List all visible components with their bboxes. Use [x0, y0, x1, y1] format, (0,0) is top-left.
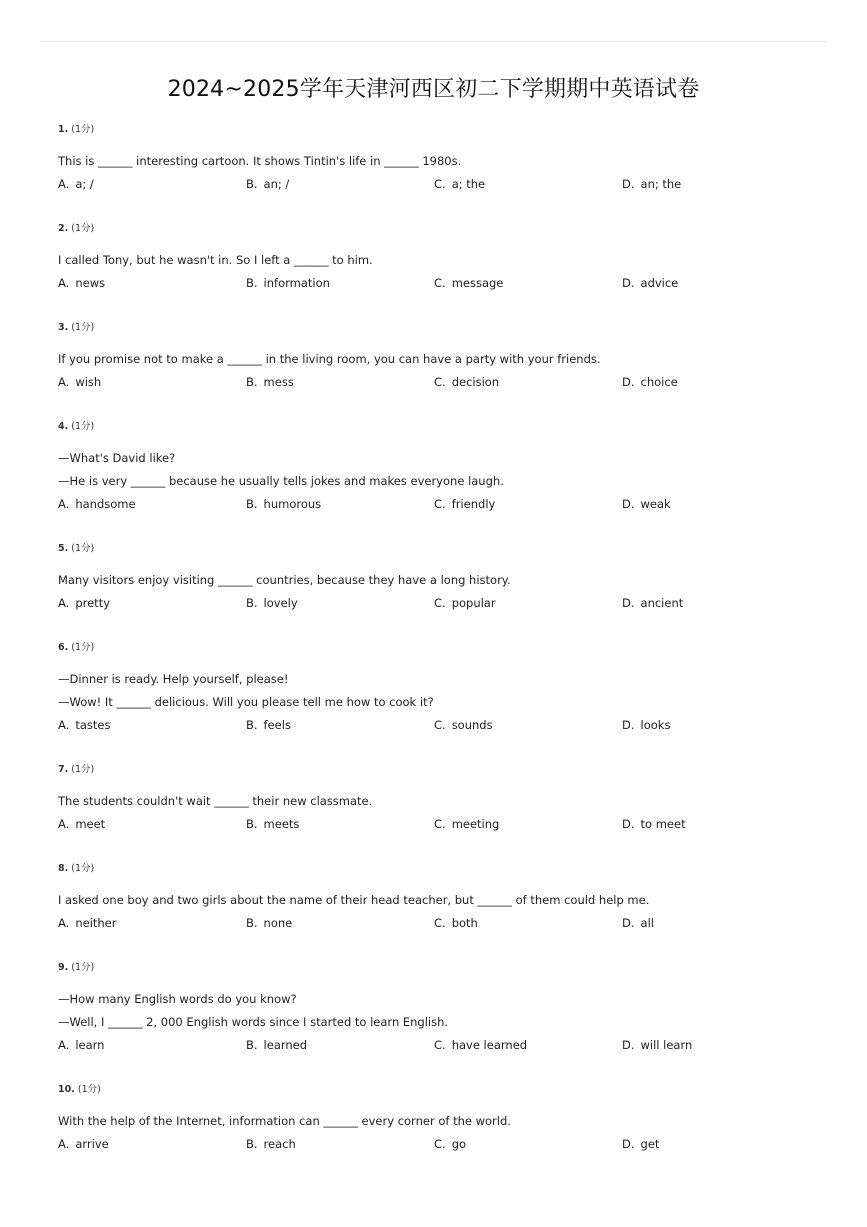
option-a[interactable]: A. tastes — [58, 718, 111, 732]
option-b[interactable]: B. an; / — [246, 177, 290, 191]
option-a[interactable]: A. meet — [58, 817, 106, 831]
option-c[interactable]: C. message — [434, 276, 504, 290]
option-a[interactable]: A. arrive — [58, 1137, 109, 1151]
question-7 — [58, 762, 810, 836]
option-row — [58, 813, 810, 836]
option-d[interactable]: D. will learn — [622, 1038, 693, 1052]
question-number: 1. (1分) — [58, 124, 95, 135]
page-title: 2024~2025学年天津河西区初二下学期期中英语试卷 — [167, 77, 700, 102]
question-number: 7. (1分) — [58, 764, 95, 775]
option-c[interactable]: C. sounds — [434, 718, 493, 732]
question-1 — [58, 122, 810, 196]
question-number: 9. (1分) — [58, 962, 95, 973]
option-c[interactable]: C. both — [434, 916, 478, 930]
question-stem: —What's David like? — [58, 451, 176, 465]
option-d[interactable]: D. looks — [622, 718, 671, 732]
question-stem: —Dinner is ready. Help yourself, please! — [58, 672, 289, 686]
question-number: 6. (1分) — [58, 642, 95, 653]
header-divider — [40, 41, 827, 42]
question-5 — [58, 541, 810, 615]
option-row — [58, 1133, 810, 1156]
question-9 — [58, 960, 810, 1057]
question-stem: This is ______ interesting cartoon. It shows Tintin's life in ______ 1980s. — [58, 154, 462, 168]
option-a[interactable]: A. neither — [58, 916, 117, 930]
option-row — [58, 371, 810, 394]
option-c[interactable]: C. go — [434, 1137, 467, 1151]
option-b[interactable]: B. learned — [246, 1038, 308, 1052]
question-number: 4. (1分) — [58, 421, 95, 432]
option-row — [58, 714, 810, 737]
question-stem: I asked one boy and two girls about the name of their head teacher, but ______ of them could help me. — [58, 893, 650, 907]
question-stem: Many visitors enjoy visiting ______ countries, because they have a long history. — [58, 573, 511, 587]
option-b[interactable]: B. lovely — [246, 596, 298, 610]
option-row — [58, 592, 810, 615]
option-b[interactable]: B. mess — [246, 375, 294, 389]
option-row — [58, 272, 810, 295]
question-10 — [58, 1082, 810, 1156]
question-number: 3. (1分) — [58, 322, 95, 333]
question-stem: I called Tony, but he wasn't in. So I left a ______ to him. — [58, 253, 373, 267]
option-b[interactable]: B. information — [246, 276, 330, 290]
question-number: 10. (1分) — [58, 1084, 101, 1095]
option-d[interactable]: D. weak — [622, 497, 671, 511]
option-a[interactable]: A. a; / — [58, 177, 94, 191]
question-8 — [58, 861, 810, 935]
option-b[interactable]: B. meets — [246, 817, 300, 831]
question-stem: If you promise not to make a ______ in the living room, you can have a party with your friends. — [58, 352, 601, 366]
option-b[interactable]: B. reach — [246, 1137, 296, 1151]
question-stem: —How many English words do you know? — [58, 992, 297, 1006]
option-c[interactable]: C. have learned — [434, 1038, 528, 1052]
question-stem: —Wow! It ______ delicious. Will you please tell me how to cook it? — [58, 695, 434, 709]
option-a[interactable]: A. handsome — [58, 497, 136, 511]
option-row — [58, 912, 810, 935]
option-c[interactable]: C. decision — [434, 375, 500, 389]
option-b[interactable]: B. none — [246, 916, 293, 930]
question-4 — [58, 419, 810, 516]
option-c[interactable]: C. meeting — [434, 817, 500, 831]
question-stem: With the help of the Internet, information can ______ every corner of the world. — [58, 1114, 511, 1128]
option-d[interactable]: D. ancient — [622, 596, 684, 610]
option-b[interactable]: B. humorous — [246, 497, 322, 511]
option-b[interactable]: B. feels — [246, 718, 291, 732]
option-row — [58, 1034, 810, 1057]
option-c[interactable]: C. popular — [434, 596, 496, 610]
option-a[interactable]: A. learn — [58, 1038, 105, 1052]
option-d[interactable]: D. to meet — [622, 817, 686, 831]
question-number: 8. (1分) — [58, 863, 95, 874]
question-3 — [58, 320, 810, 394]
option-a[interactable]: A. pretty — [58, 596, 111, 610]
option-d[interactable]: D. get — [622, 1137, 660, 1151]
option-d[interactable]: D. an; the — [622, 177, 682, 191]
option-d[interactable]: D. choice — [622, 375, 678, 389]
question-number: 2. (1分) — [58, 223, 95, 234]
option-d[interactable]: D. all — [622, 916, 654, 930]
option-c[interactable]: C. friendly — [434, 497, 496, 511]
question-stem: —Well, I ______ 2, 000 English words since I started to learn English. — [58, 1015, 449, 1029]
question-stem: The students couldn't wait ______ their new classmate. — [58, 794, 373, 808]
option-row — [58, 173, 810, 196]
question-number: 5. (1分) — [58, 543, 95, 554]
question-2 — [58, 221, 810, 295]
question-stem: —He is very ______ because he usually tells jokes and makes everyone laugh. — [58, 474, 504, 488]
option-d[interactable]: D. advice — [622, 276, 679, 290]
option-c[interactable]: C. a; the — [434, 177, 486, 191]
question-6 — [58, 640, 810, 737]
option-a[interactable]: A. news — [58, 276, 106, 290]
option-a[interactable]: A. wish — [58, 375, 102, 389]
option-row — [58, 493, 810, 516]
